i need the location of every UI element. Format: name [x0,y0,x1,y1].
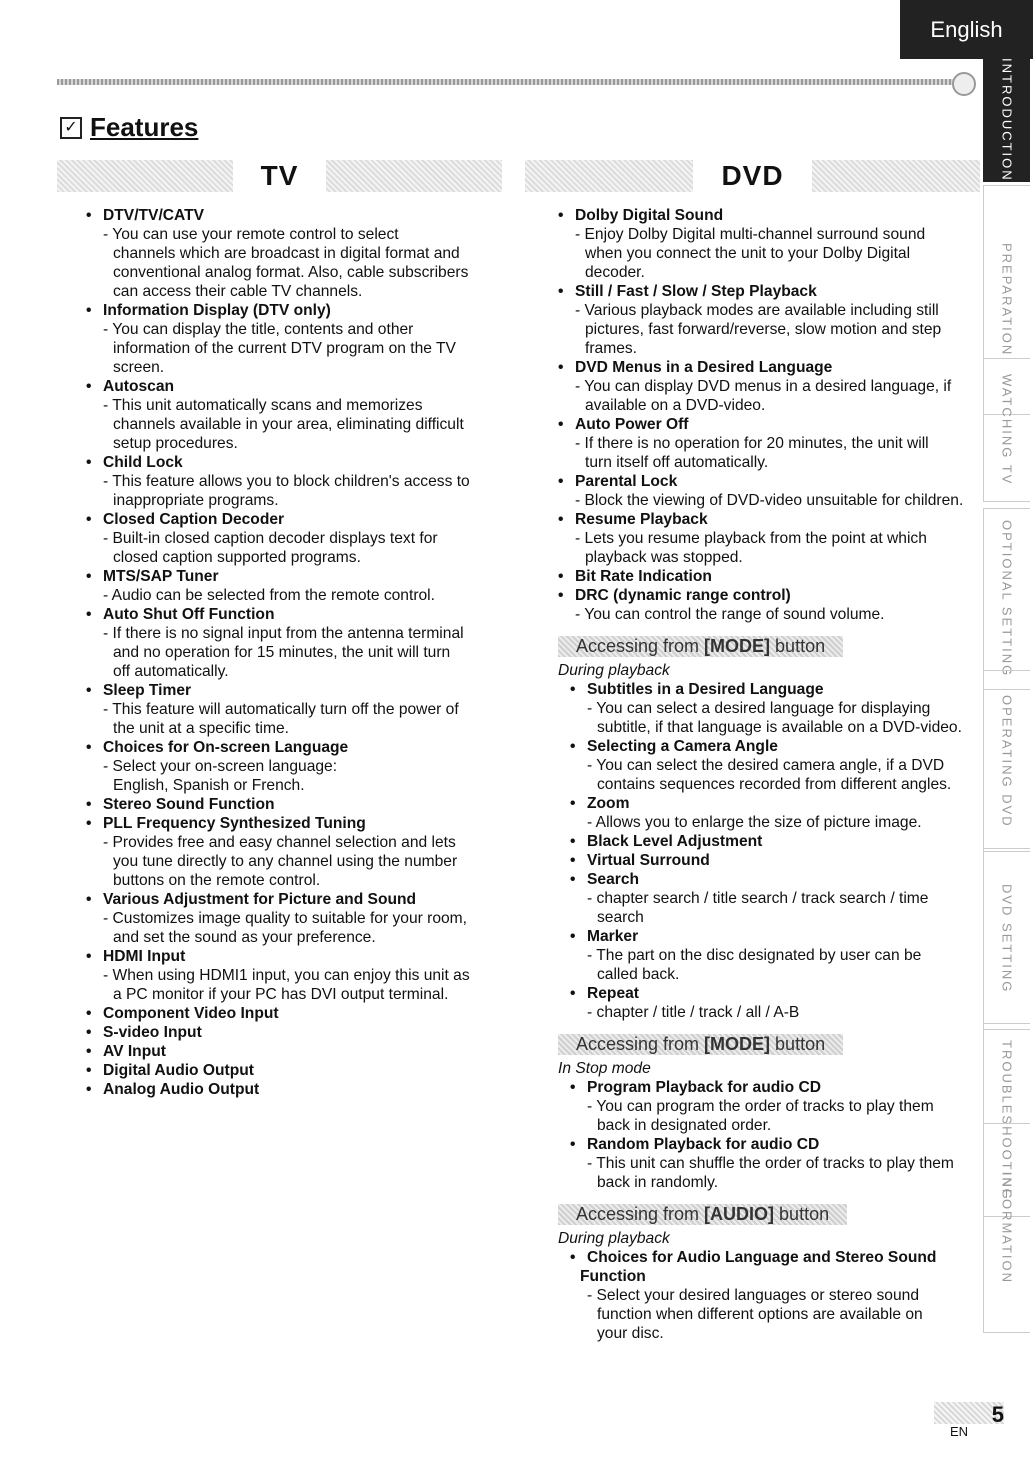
side-tab-operating-dvd[interactable] [983,670,1030,852]
playback-context: During playback [558,1230,670,1247]
checkbox-icon: ✓ [60,117,82,139]
feature-description: frames. [585,340,637,357]
feature-description: buttons on the remote control. [113,872,321,889]
feature-name: • Subtitles in a Desired Language [570,680,978,699]
feature-name: • Zoom [570,794,978,813]
side-tab-label: OPERATING DVD [999,694,1015,828]
feature-description: setup procedures. [113,435,238,452]
feature-description: - This unit automatically scans and memorizes [103,397,423,414]
feature-name: • Child Lock [86,453,516,472]
page-language-code: EN [950,1424,969,1439]
access-bar-suffix: button [770,636,826,656]
feature-description: function when different options are available on [597,1306,923,1323]
feature-name: • Analog Audio Output [86,1080,516,1099]
side-tab-optional-setting[interactable] [983,508,1030,690]
feature-name: • MTS/SAP Tuner [86,567,516,586]
side-tab-information[interactable] [983,1123,1030,1333]
feature-description: turn itself off automatically. [585,454,769,471]
feature-name: • Auto Power Off [558,415,978,434]
access-mode-bar [558,1034,843,1055]
feature-name: • Component Video Input [86,1004,516,1023]
feature-description: and set the sound as your preference. [113,929,376,946]
feature-description: channels which are broadcast in digital format and [113,245,460,262]
tv-section-heading [57,160,502,192]
feature-description: - Various playback modes are available including still [575,302,939,319]
feature-description: - Select your on-screen language: [103,758,338,775]
feature-description: conventional analog format. Also, cable subscribers [113,264,469,281]
access-mode-row [558,1022,978,1059]
feature-description: available on a DVD-video. [585,397,766,414]
feature-description: a PC monitor if your PC has DVI output terminal. [113,986,449,1003]
side-tab-label: INFORMATION [999,1171,1015,1285]
feature-description: - You can use your remote control to select [103,226,399,243]
feature-description: - You can display the title, contents and other [103,321,414,338]
feature-description: back in randomly. [597,1174,719,1191]
feature-name: • Search [570,870,978,889]
feature-name-cont: Function [580,1268,646,1285]
feature-description: - You can select a desired language for displaying [587,700,931,717]
feature-description: - Select your desired languages or stereo sound [587,1287,919,1304]
side-tab-watching-tv[interactable] [983,358,1030,502]
feature-name: • Parental Lock [558,472,978,491]
feature-description: - This feature allows you to block children's access to [103,473,470,490]
feature-description: - Built-in closed caption decoder displays text for [103,530,438,547]
feature-name: • Choices for Audio Language and Stereo Sound [570,1248,978,1267]
group-feature-list [558,1248,978,1343]
feature-description: channels available in your area, eliminating difficult [113,416,464,433]
feature-name: • Repeat [570,984,978,1003]
feature-description: - This unit can shuffle the order of tracks to play them [587,1155,954,1172]
feature-name: • Random Playback for audio CD [570,1135,978,1154]
feature-name: • Program Playback for audio CD [570,1078,978,1097]
feature-name: • PLL Frequency Synthesized Tuning [86,814,516,833]
access-bar-prefix: Accessing from [576,636,705,656]
feature-description: - You can select the desired camera angle, if a DVD [587,757,945,774]
access-bar-prefix: Accessing from [576,1204,705,1224]
feature-name: • Bit Rate Indication [558,567,978,586]
group-feature-list [558,680,978,1022]
feature-name: • Information Display (DTV only) [86,301,516,320]
feature-name: • Dolby Digital Sound [558,206,978,225]
side-tab-label: OPTIONAL SETTING [999,520,1015,678]
feature-description: - Provides free and easy channel selection and lets [103,834,456,851]
feature-description: - If there is no operation for 20 minutes, the unit will [575,435,929,452]
feature-description: - Lets you resume playback from the point at which [575,530,927,547]
feature-name: • Various Adjustment for Picture and Sound [86,890,516,909]
feature-name: • Selecting a Camera Angle [570,737,978,756]
access-mode-row [558,624,978,661]
dvd-feature-list [558,206,978,1343]
side-tab-dvd-setting[interactable] [983,848,1030,1030]
dvd-section-heading [525,160,980,192]
feature-name: • Autoscan [86,377,516,396]
group-feature-list [558,1078,978,1192]
feature-description: - Enjoy Dolby Digital multi-channel surround sound [575,226,926,243]
access-bar-prefix: Accessing from [576,1034,705,1054]
side-tab-label: PREPARATION [999,243,1015,357]
feature-name: • DVD Menus in a Desired Language [558,358,978,377]
side-tab-label: WATCHING TV [999,374,1015,486]
feature-description: search [597,909,644,926]
feature-name: • AV Input [86,1042,516,1061]
feature-description: pictures, fast forward/reverse, slow motion and step [585,321,942,338]
playback-context: During playback [558,662,670,679]
feature-description: your disc. [597,1325,664,1342]
side-tab-label: DVD SETTING [999,884,1015,994]
feature-name: • Stereo Sound Function [86,795,516,814]
feature-name: • Choices for On-screen Language [86,738,516,757]
feature-description: back in designated order. [597,1117,772,1134]
playback-context: In Stop mode [558,1060,651,1077]
access-bar-key: [AUDIO] [704,1204,775,1224]
feature-description: - chapter / title / track / all / A-B [587,1004,800,1021]
feature-description: you tune directly to any channel using the number [113,853,458,870]
feature-description: closed caption supported programs. [113,549,361,566]
feature-description: contains sequences recorded from different angles. [597,776,952,793]
header-rule [57,79,955,85]
feature-description: English, Spanish or French. [113,777,305,794]
feature-description: - Allows you to enlarge the size of picture image. [587,814,922,831]
feature-name: • Sleep Timer [86,681,516,700]
feature-description: decoder. [585,264,645,281]
feature-name: • S-video Input [86,1023,516,1042]
feature-description: playback was stopped. [585,549,743,566]
rule-circle-icon [952,72,976,96]
feature-description: - If there is no signal input from the antenna terminal [103,625,464,642]
feature-name: • Still / Fast / Slow / Step Playback [558,282,978,301]
feature-description: and no operation for 15 minutes, the unit will turn [113,644,451,661]
access-mode-bar [558,636,843,657]
access-mode-row [558,1192,978,1229]
page-title-text: Features [90,112,199,142]
tv-heading-text: TV [233,160,327,192]
feature-description: information of the current DTV program on the TV [113,340,456,357]
access-bar-suffix: button [770,1034,826,1054]
feature-description: - chapter search / title search / track search / time [587,890,929,907]
page-number: 5 [934,1402,1004,1424]
feature-name: • Digital Audio Output [86,1061,516,1080]
feature-name: • Auto Shut Off Function [86,605,516,624]
feature-description: when you connect the unit to your Dolby Digital [585,245,911,262]
access-bar-key: [MODE] [704,1034,771,1054]
feature-description: the unit at a specific time. [113,720,289,737]
side-tab-introduction[interactable] [983,58,1030,182]
access-mode-bar [558,1204,847,1225]
feature-name: • DRC (dynamic range control) [558,586,978,605]
feature-description: - This feature will automatically turn off the power of [103,701,459,718]
feature-description: - Audio can be selected from the remote control. [103,587,435,604]
dvd-heading-text: DVD [693,160,811,192]
feature-description: subtitle, if that language is available on a DVD-video. [597,719,962,736]
feature-description: - When using HDMI1 input, you can enjoy this unit as [103,967,470,984]
feature-name: • Marker [570,927,978,946]
side-tab-label: TROUBLESHOOTING [999,1039,1015,1201]
feature-name: • DTV/TV/CATV [86,206,516,225]
side-tab-label: INTRODUCTION [999,58,1015,182]
access-bar-suffix: button [774,1204,830,1224]
feature-name: • Resume Playback [558,510,978,529]
feature-description: - The part on the disc designated by user can be [587,947,922,964]
feature-description: called back. [597,966,680,983]
feature-name: • HDMI Input [86,947,516,966]
language-tab: English [900,0,1033,59]
feature-name: • Black Level Adjustment [570,832,978,851]
feature-description: - You can control the range of sound volume. [575,606,885,623]
feature-name: • Closed Caption Decoder [86,510,516,529]
feature-description: can access their cable TV channels. [113,283,363,300]
tv-feature-list [86,206,516,1099]
feature-description: inappropriate programs. [113,492,279,509]
feature-description: - Customizes image quality to suitable for your room, [103,910,468,927]
access-bar-key: [MODE] [704,636,771,656]
feature-description: - You can program the order of tracks to play them [587,1098,934,1115]
feature-name: • Virtual Surround [570,851,978,870]
page-title [60,112,198,143]
feature-description: - Block the viewing of DVD-video unsuitable for children. [575,492,964,509]
feature-description: - You can display DVD menus in a desired language, if [575,378,952,395]
feature-description: off automatically. [113,663,229,680]
feature-description: screen. [113,359,165,376]
